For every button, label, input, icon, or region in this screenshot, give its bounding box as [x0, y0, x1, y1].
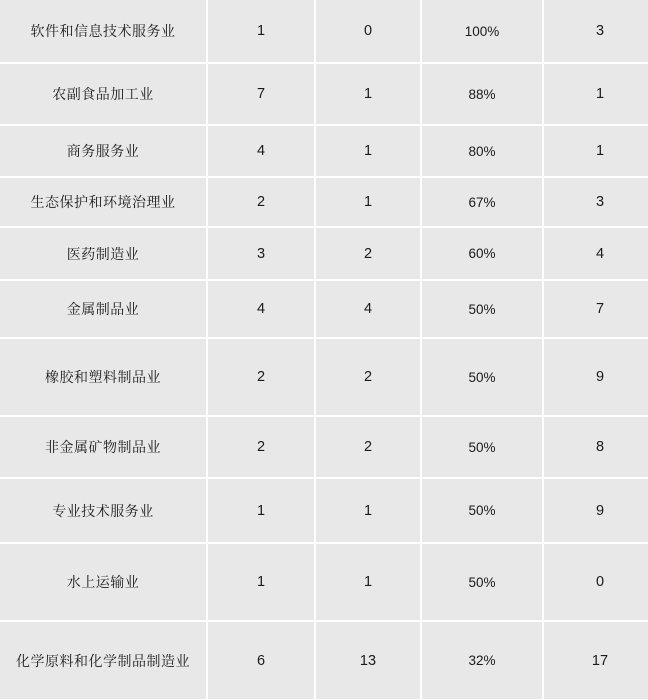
- industry-name-cell: 水上运输业: [0, 544, 206, 620]
- count-cell-4: 0: [544, 544, 648, 620]
- percentage-cell: 50%: [422, 281, 542, 337]
- count-cell-4: 3: [544, 0, 648, 62]
- industry-name-cell: 非金属矿物制品业: [0, 417, 206, 477]
- count-cell-4: 9: [544, 339, 648, 415]
- count-cell-2: 1: [316, 544, 420, 620]
- count-cell-2: 2: [316, 417, 420, 477]
- count-cell-2: 0: [316, 0, 420, 62]
- count-cell-1: 2: [208, 339, 314, 415]
- count-cell-2: 4: [316, 281, 420, 337]
- count-cell-4: 8: [544, 417, 648, 477]
- count-cell-1: 1: [208, 479, 314, 542]
- percentage-cell: 50%: [422, 544, 542, 620]
- count-cell-4: 9: [544, 479, 648, 542]
- percentage-cell: 60%: [422, 228, 542, 279]
- count-cell-1: 1: [208, 544, 314, 620]
- count-cell-2: 2: [316, 339, 420, 415]
- count-cell-2: 1: [316, 126, 420, 176]
- count-cell-2: 13: [316, 622, 420, 699]
- industry-name-cell: 商务服务业: [0, 126, 206, 176]
- percentage-cell: 50%: [422, 339, 542, 415]
- count-cell-1: 6: [208, 622, 314, 699]
- count-cell-1: 2: [208, 178, 314, 226]
- count-cell-2: 2: [316, 228, 420, 279]
- percentage-cell: 67%: [422, 178, 542, 226]
- count-cell-1: 4: [208, 281, 314, 337]
- percentage-cell: 32%: [422, 622, 542, 699]
- industry-name-cell: 橡胶和塑料制品业: [0, 339, 206, 415]
- count-cell-1: 2: [208, 417, 314, 477]
- percentage-cell: 50%: [422, 417, 542, 477]
- industry-name-cell: 金属制品业: [0, 281, 206, 337]
- count-cell-2: 1: [316, 178, 420, 226]
- count-cell-4: 1: [544, 64, 648, 124]
- industry-name-cell: 医药制造业: [0, 228, 206, 279]
- count-cell-2: 1: [316, 64, 420, 124]
- count-cell-4: 17: [544, 622, 648, 699]
- percentage-cell: 88%: [422, 64, 542, 124]
- industry-name-cell: 化学原料和化学制品制造业: [0, 622, 206, 699]
- percentage-cell: 50%: [422, 479, 542, 542]
- count-cell-4: 3: [544, 178, 648, 226]
- industry-name-cell: 农副食品加工业: [0, 64, 206, 124]
- count-cell-4: 7: [544, 281, 648, 337]
- count-cell-4: 1: [544, 126, 648, 176]
- count-cell-1: 3: [208, 228, 314, 279]
- industry-name-cell: 生态保护和环境治理业: [0, 178, 206, 226]
- industry-name-cell: 专业技术服务业: [0, 479, 206, 542]
- percentage-cell: 80%: [422, 126, 542, 176]
- count-cell-1: 7: [208, 64, 314, 124]
- percentage-cell: 100%: [422, 0, 542, 62]
- count-cell-4: 4: [544, 228, 648, 279]
- count-cell-2: 1: [316, 479, 420, 542]
- industry-name-cell: 软件和信息技术服务业: [0, 0, 206, 62]
- count-cell-1: 1: [208, 0, 314, 62]
- count-cell-1: 4: [208, 126, 314, 176]
